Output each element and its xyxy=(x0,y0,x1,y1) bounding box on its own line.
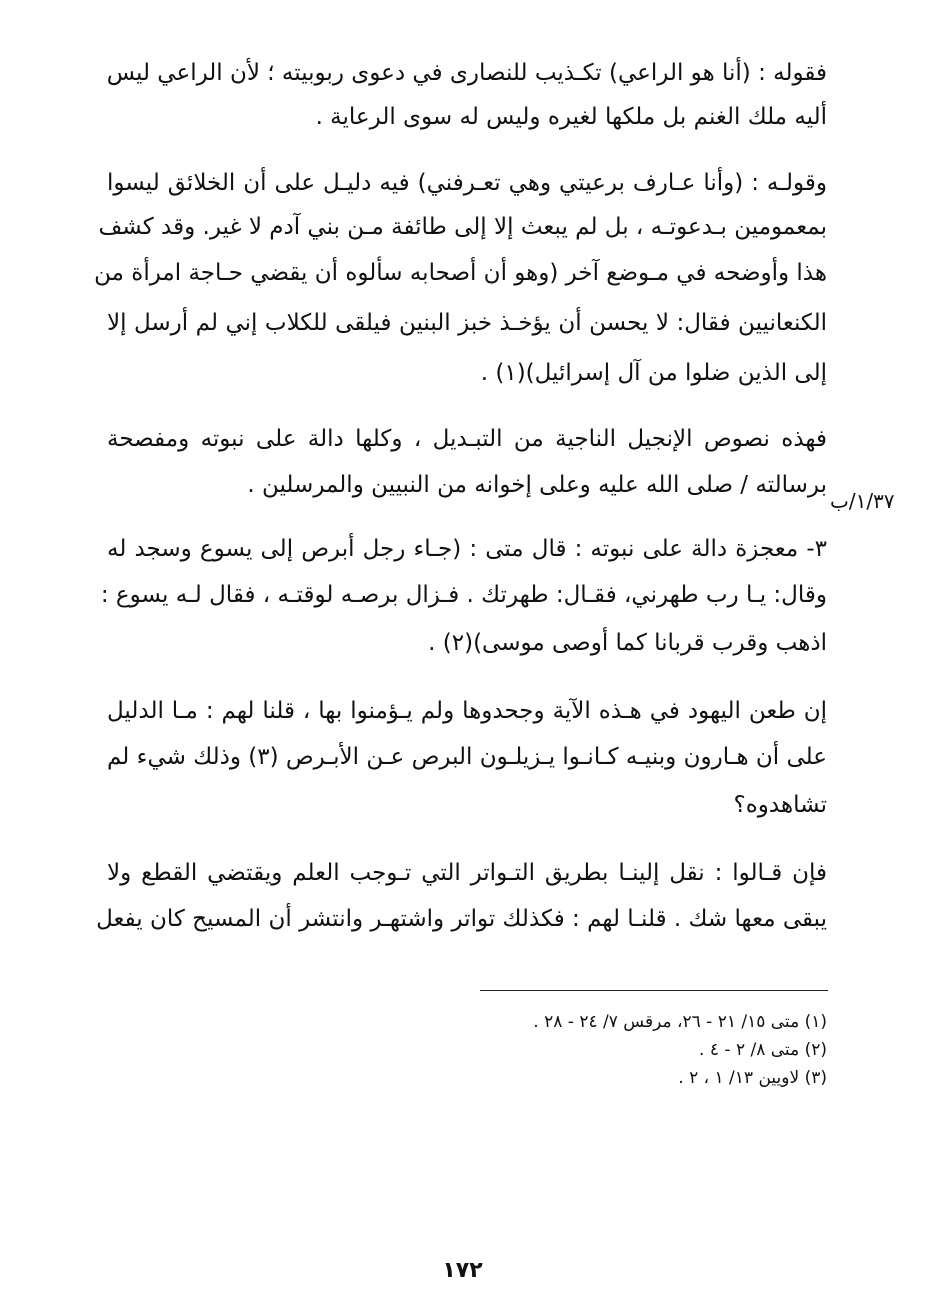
paragraph-4-line-2: وقال: يـا رب طهرني، فقـال: طهرتك . فـزال برصـه لوقتـه ، فقال لـه يسوع : xyxy=(100,582,827,608)
paragraph-1-line-1: فقوله : (أنا هو الراعي) تكـذيب للنصارى في دعوى ربوبيته ؛ لأن الراعي ليس xyxy=(106,60,827,86)
paragraph-2-line-1: وقولـه : (وأنا عـارف برعيتي وهي تعـرفني) فيه دليـل على أن الخلائق ليسوا xyxy=(107,170,827,196)
paragraph-3-line-2: برسالته / صلى الله عليه وعلى إخوانه من النبيين والمرسلين . xyxy=(247,472,827,498)
page-number: ١٧٢ xyxy=(442,1258,483,1283)
paragraph-3-line-1: فهذه نصوص الإنجيل الناجية من التبـديل ، وكلها دالة على نبوته ومفصحة xyxy=(107,426,827,452)
paragraph-1-line-2: أليه ملك الغنم بل ملكها لغيره وليس له سوى الرعاية . xyxy=(315,104,827,130)
paragraph-2-line-3: هذا وأوضحه في مـوضع آخر (وهو أن أصحابه سألوه أن يقضي حـاجة امرأة من xyxy=(94,260,827,286)
footnote-separator xyxy=(480,990,828,991)
paragraph-5-line-1: إن طعن اليهود في هـذه الآية وجحدوها ولم يـؤمنوا بها ، قلنا لهم : مـا الدليل xyxy=(107,698,827,724)
margin-note: ١/٣٧/ب xyxy=(830,489,895,513)
paragraph-2-line-2: بمعمومين بـدعوتـه ، بل لم يبعث إلا إلى طائفة مـن بني آدم لا غير. وقد كشف xyxy=(98,214,827,240)
paragraph-4-line-1: ٣- معجزة دالة على نبوته : قال متى : (جـاء رجل أبرص إلى يسوع وسجد له xyxy=(107,536,827,562)
paragraph-5-line-3: تشاهدوه؟ xyxy=(733,792,827,818)
paragraph-5-line-2: على أن هـارون وبنيـه كـانـوا يـزيلـون البرص عـن الأبـرص (٣) وذلك شيء لم xyxy=(107,744,827,770)
footnote-1: (١) متى ١٥/ ٢١ - ٢٦، مرقس ٧/ ٢٤ - ٢٨ . xyxy=(533,1012,827,1032)
paragraph-6-line-1: فإن قـالوا : نقل إلينـا بطريق التـواتر التي تـوجب العلم ويقتضي القطع ولا xyxy=(107,860,827,886)
footnote-2: (٢) متى ٨/ ٢ - ٤ . xyxy=(699,1040,827,1060)
paragraph-2-line-4: الكنعانيين فقال: لا يحسن أن يؤخـذ خبز البنين فيلقى للكلاب إني لم أرسل إلا xyxy=(107,310,827,336)
paragraph-4-line-3: اذهب وقرب قربانا كما أوصى موسى)(٢) . xyxy=(428,630,827,656)
paragraph-6-line-2: يبقى معها شك . قلنـا لهم : فكذلك تواتر واشتهـر وانتشر أن المسيح كان يفعل xyxy=(96,906,827,932)
footnote-3: (٣) لاويين ١٣/ ١ ، ٢ . xyxy=(678,1068,827,1088)
paragraph-2-line-5: إلى الذين ضلوا من آل إسرائيل)(١) . xyxy=(480,360,827,386)
